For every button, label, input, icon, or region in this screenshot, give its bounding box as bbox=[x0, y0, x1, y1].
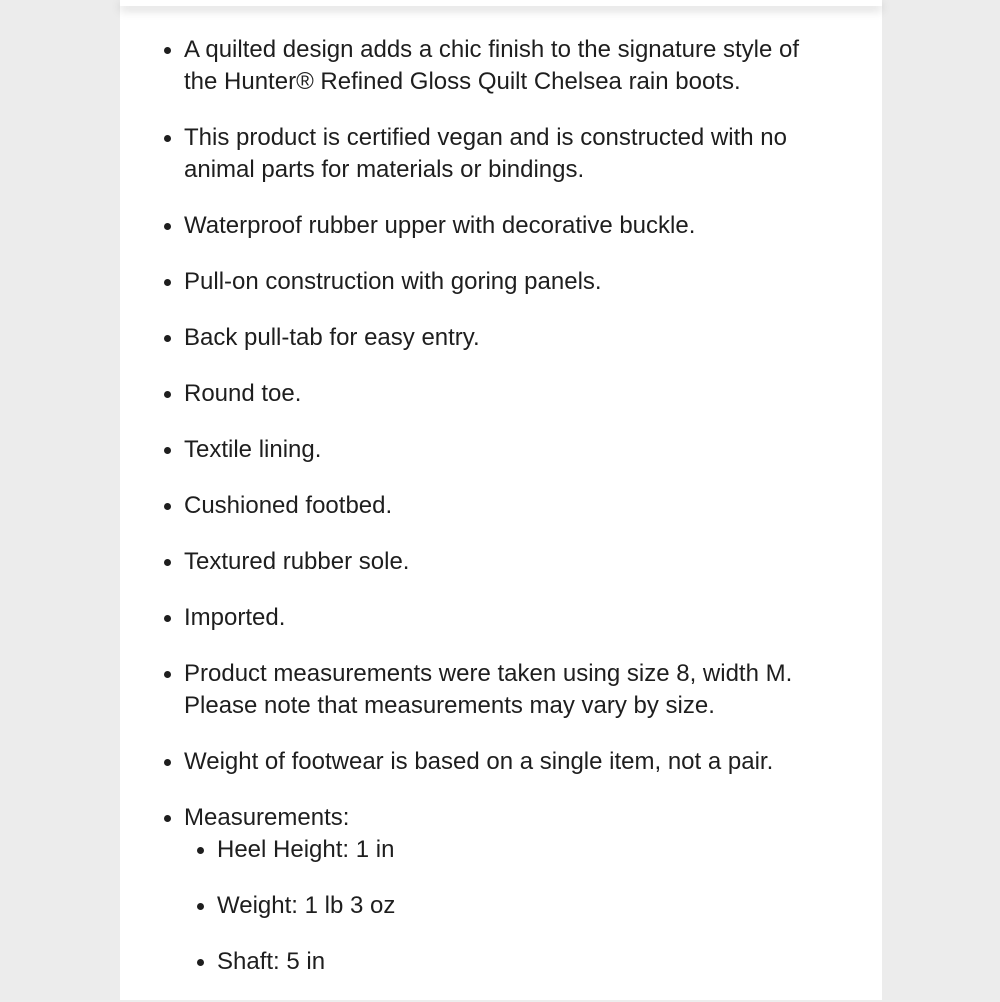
feature-item: Back pull-tab for easy entry. bbox=[162, 322, 812, 354]
feature-item: Textile lining. bbox=[162, 434, 812, 466]
measurement-weight: Weight: 1 lb 3 oz bbox=[184, 890, 812, 922]
feature-item: Weight of footwear is based on a single item, not a pair. bbox=[162, 746, 812, 778]
feature-item: Pull-on construction with goring panels. bbox=[162, 266, 812, 298]
measurements-sublist bbox=[184, 834, 812, 978]
feature-item: Imported. bbox=[162, 602, 812, 634]
feature-item: Product measurements were taken using size 8, width M. Please note that measurements may vary by size. bbox=[162, 658, 812, 722]
feature-item: Waterproof rubber upper with decorative buckle. bbox=[162, 210, 812, 242]
feature-item: This product is certified vegan and is constructed with no animal parts for materials or bindings. bbox=[162, 122, 812, 186]
feature-item: A quilted design adds a chic finish to the signature style of the Hunter® Refined Gloss Quilt Chelsea rain boots. bbox=[162, 34, 812, 98]
measurement-shaft: Shaft: 5 in bbox=[184, 946, 812, 978]
feature-item: Round toe. bbox=[162, 378, 812, 410]
measurements-label: Measurements: bbox=[184, 804, 350, 831]
feature-item: Cushioned footbed. bbox=[162, 490, 812, 522]
product-features-list bbox=[162, 34, 812, 1002]
header-shadow-edge bbox=[120, 0, 882, 6]
measurement-heel-height: Heel Height: 1 in bbox=[184, 834, 812, 866]
measurements-item bbox=[162, 802, 812, 978]
feature-item: Textured rubber sole. bbox=[162, 546, 812, 578]
